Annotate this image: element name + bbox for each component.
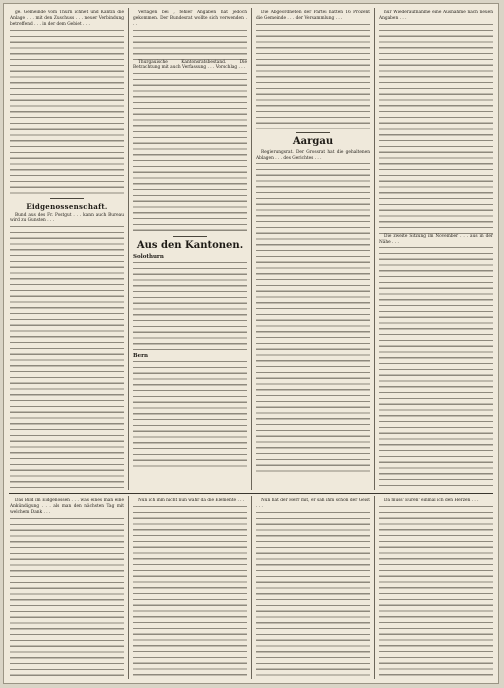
text-block <box>256 512 370 679</box>
divider <box>173 236 207 237</box>
article-text: Die Abgeordneten der Partei hatten 16 Prozent die Gemeinde . . . der Versammlung . . . <box>256 10 370 21</box>
divider <box>50 198 84 199</box>
text-block <box>133 30 247 60</box>
text-block <box>133 506 247 676</box>
text-block <box>379 247 493 487</box>
divider <box>296 132 330 133</box>
section-heading-eidgenossenschaft: Eidgenossenschaft. <box>26 201 108 211</box>
text-block <box>10 518 124 679</box>
article-text: Bund aus des Fr. Postgut . . . kann auch Bureau wird zu Gunsten . . . <box>10 212 124 224</box>
column-rule <box>128 8 129 490</box>
column-rule <box>251 8 252 490</box>
text-block <box>133 262 247 352</box>
column-rule <box>374 8 375 490</box>
feuilleton-text: Das Bild im Eidgenossen . . . was eines man eine Ankündigung . . . als man den nächsten Tag mit welchem Dank . . . <box>10 498 124 515</box>
text-block <box>256 24 370 129</box>
text-block <box>10 226 124 491</box>
column-rule <box>251 496 252 679</box>
column-2 <box>133 10 247 491</box>
text-block <box>379 506 493 676</box>
text-block <box>133 73 247 233</box>
article-text: ge. Gemeinde vom Thurn ichhet und Kantin die Anlage . . . mit den Zuschuss . . . neuer Verbindung betreffend . . . in der dem Gebiet . . . <box>10 10 124 27</box>
text-block <box>133 361 247 471</box>
article-text: Die zweite Sitzung im November . . . aus in der Nähe . . . <box>379 233 493 245</box>
column-rule <box>128 496 129 679</box>
text-block <box>256 163 370 473</box>
text-block <box>10 30 124 195</box>
subheading-bern: Bern <box>133 353 149 360</box>
column-rule <box>374 496 375 679</box>
newspaper-page <box>3 3 499 684</box>
feuilleton-column-3 <box>256 498 370 679</box>
section-rule <box>9 493 493 494</box>
article-text: Verlagen bei , fehler Angaben hat jedoch gekommen. Der Bundesrat wollte sich verwenden . . . <box>133 10 247 27</box>
feuilleton-column-2 <box>133 498 247 679</box>
feuilleton-text: Nun hat der Herr mit, er sah ihm schon der Geist . . . <box>256 498 370 509</box>
subheading-solothurn: Solothurn <box>133 254 164 261</box>
feuilleton-column-4 <box>379 498 493 679</box>
article-text: Regierungsrat. Der Grossrat hat die gehaltenen Ablagen . . . des Gerichtes . . . <box>256 149 370 161</box>
feuilleton-column-1 <box>10 498 124 679</box>
text-block <box>379 24 493 234</box>
feuilleton-text: Da muss' Euren' einmal ich den Herzen . . . <box>384 498 479 503</box>
column-1 <box>10 10 124 491</box>
section-heading-aus-den-kantonen: Aus den Kantonen. <box>136 240 244 252</box>
section-heading-aargau: Aargau <box>292 135 334 147</box>
article-text: nur Wiederaufnahme eine Ausnahme nach neuen Angaben . . . <box>379 10 493 21</box>
article-text: Thurgauische Kantonsratsbestand. Die Betrachtung mit auch Verfassung . . . Vorschlag . . . <box>133 59 247 71</box>
feuilleton-text: Nun ich ihm nicht nun wahr da die Elemente . . . <box>138 498 245 503</box>
column-3 <box>256 10 370 491</box>
column-4 <box>379 10 493 491</box>
